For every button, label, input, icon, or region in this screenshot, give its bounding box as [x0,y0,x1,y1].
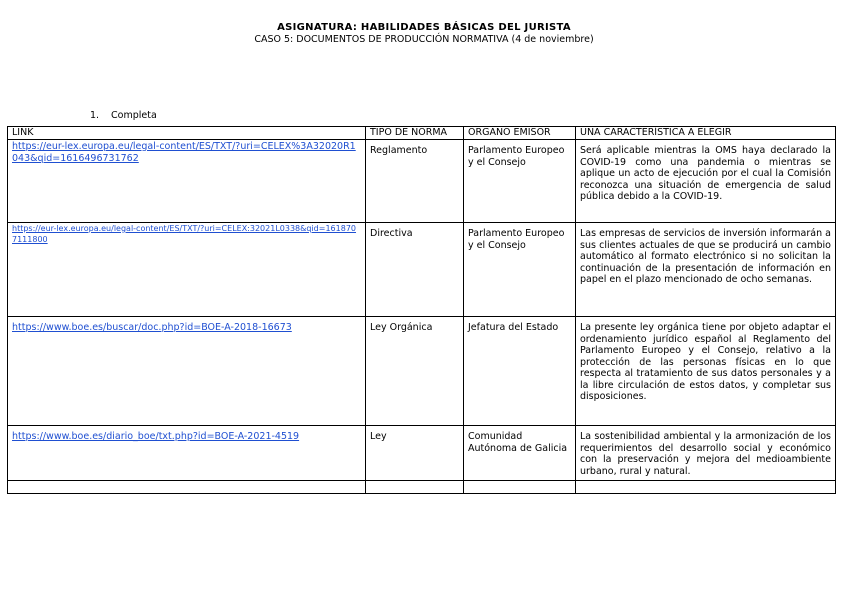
case-subtitle: CASO 5: DOCUMENTOS DE PRODUCCIÓN NORMATIVA (4 de noviembre) [254,34,594,45]
caracteristica-cell: Será aplicable mientras la OMS haya declarado la COVID-19 como una pandemia o mientras se aplique un acto de ejecución por el cual la Comisión reconozca una situación de emergencia de salud pública debido a la COVID-19. [576,140,836,223]
norm-link[interactable]: https://eur-lex.europa.eu/legal-content/ES/TXT/?uri=CELEX:32021L0338&qid=1618707111800 [12,224,357,244]
caracteristica-cell: La sostenibilidad ambiental y la armonización de los requerimientos del desarrollo social y económico con la preservación y mejora del medioambiente urbano, rural y natural. [576,426,836,481]
table-row [8,317,836,426]
empty-cell [576,481,836,494]
section-label: Completa [111,110,157,121]
organo-cell: Jefatura del Estado [464,317,576,426]
empty-table-row [8,481,836,494]
section-heading [90,110,157,121]
document-header [0,22,848,46]
empty-cell [464,481,576,494]
caracteristica-cell: La presente ley orgánica tiene por objeto adaptar el ordenamiento jurídico español al Reglamento del Parlamento Europeo y el Consejo, relativo a la protección de las personas físicas en lo que respecta al tratamiento de sus datos personales y a la libre circulación de estos datos, y completar sus disposiciones. [576,317,836,426]
table-row [8,140,836,223]
organo-cell: Comunidad Autónoma de Galicia [464,426,576,481]
empty-cell [8,481,366,494]
link-cell [8,317,366,426]
section-number: 1. [90,110,100,121]
organo-cell: Parlamento Europeo y el Consejo [464,223,576,317]
column-header-link: LINK [8,127,366,140]
tipo-cell: Reglamento [366,140,464,223]
column-header-tipo: TIPO DE NORMA [366,127,464,140]
column-header-caracteristica: UNA CARACTERÍSTICA A ELEGIR [576,127,836,140]
course-title: ASIGNATURA: HABILIDADES BÁSICAS DEL JURISTA [277,22,571,33]
link-cell [8,140,366,223]
table-row [8,426,836,481]
link-cell [8,426,366,481]
norm-link[interactable]: https://eur-lex.europa.eu/legal-content/ES/TXT/?uri=CELEX%3A32020R1043&qid=1616496731762 [12,141,356,164]
table-header-row [8,127,836,140]
tipo-cell: Ley [366,426,464,481]
link-cell [8,223,366,317]
norm-link[interactable]: https://www.boe.es/diario_boe/txt.php?id=BOE-A-2021-4519 [12,431,300,442]
norms-table [7,126,836,494]
tipo-cell: Directiva [366,223,464,317]
tipo-cell: Ley Orgánica [366,317,464,426]
caracteristica-cell: Las empresas de servicios de inversión informarán a sus clientes actuales de que se producirá un cambio automático al formato electrónico si no solicitan la continuación de la presentación de información en papel en el plazo mencionado de ocho semanas. [576,223,836,317]
empty-cell [366,481,464,494]
organo-cell: Parlamento Europeo y el Consejo [464,140,576,223]
norm-link[interactable]: https://www.boe.es/buscar/doc.php?id=BOE-A-2018-16673 [12,322,292,333]
table-row [8,223,836,317]
column-header-organo: ORGANO EMISOR [464,127,576,140]
